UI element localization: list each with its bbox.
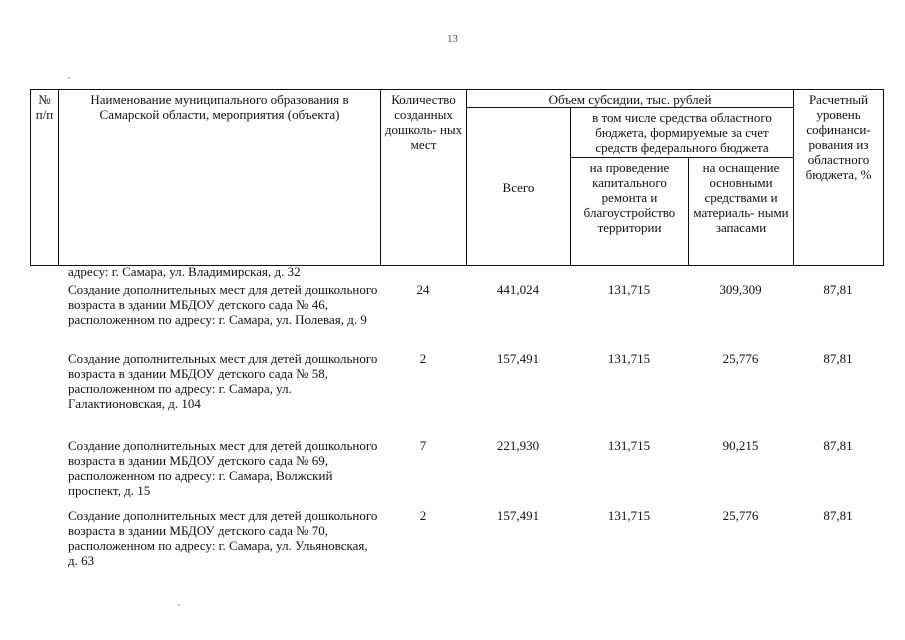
row-equipment: 25,776: [722, 508, 759, 523]
row-equipment: 25,776: [722, 351, 759, 366]
header-col-total: Всего: [467, 108, 571, 266]
row-places: 24: [416, 282, 430, 297]
header-col-num: № п/п: [31, 90, 59, 266]
page-number: 13: [447, 33, 458, 45]
row-capital: 131,715: [607, 282, 651, 297]
row-total: 157,491: [496, 508, 540, 523]
row-capital: 131,715: [607, 508, 651, 523]
scan-speck: [68, 77, 70, 79]
header-col-capital: на проведение капитального ремонта и благоустройство территории: [571, 158, 689, 266]
row-level: 87,81: [823, 508, 853, 523]
row-total: 221,930: [496, 438, 540, 453]
row-level: 87,81: [823, 282, 853, 297]
row-equipment: 90,215: [722, 438, 759, 453]
row-level: 87,81: [823, 351, 853, 366]
row-places: 2: [419, 508, 427, 523]
row-capital: 131,715: [607, 351, 651, 366]
row-places: 2: [419, 351, 427, 366]
row-places: 7: [419, 438, 427, 453]
row-name: Создание дополнительных мест для детей дошкольного возраста в здании МБДОУ детского сада № 70, расположенном по адресу: г. Самара, ул. Ульяновская, д. 63: [68, 508, 378, 568]
row-equipment: 309,309: [719, 282, 762, 297]
header-col-federal: в том числе средства областного бюджета, формируемые за счет средств федерального бюджета: [571, 108, 794, 158]
row-name: Создание дополнительных мест для детей дошкольного возраста в здании МБДОУ детского сада № 46, расположенном по адресу: г. Самара, ул. Полевая, д. 9: [68, 282, 378, 327]
row-name: Создание дополнительных мест для детей дошкольного возраста в здании МБДОУ детского сада № 58, расположенном по адресу: г. Самара, ул. Галактионовская, д. 104: [68, 351, 378, 411]
header-col-equipment: на оснащение основными средствами и материаль- ными запасами: [689, 158, 794, 266]
continuation-line: адресу: г. Самара, ул. Владимирская, д. 32: [68, 264, 301, 279]
row-total: 441,024: [496, 282, 540, 297]
header-col-name: Наименование муниципального образования в Самарской области, мероприятия (объекта): [59, 90, 381, 266]
table-header: [30, 89, 884, 266]
row-name: Создание дополнительных мест для детей дошкольного возраста в здании МБДОУ детского сада № 69, расположенном по адресу: г. Самара, Волжский проспект, д. 15: [68, 438, 378, 498]
header-col-level: Расчетный уровень софинанси- рования из областного бюджета, %: [794, 90, 884, 266]
row-capital: 131,715: [607, 438, 651, 453]
row-total: 157,491: [496, 351, 540, 366]
header-col-places: Количество созданных дошколь- ных мест: [381, 90, 467, 266]
scan-speck: [178, 604, 180, 606]
header-col-subsidy: Объем субсидии, тыс. рублей: [467, 90, 794, 108]
row-level: 87,81: [823, 438, 853, 453]
